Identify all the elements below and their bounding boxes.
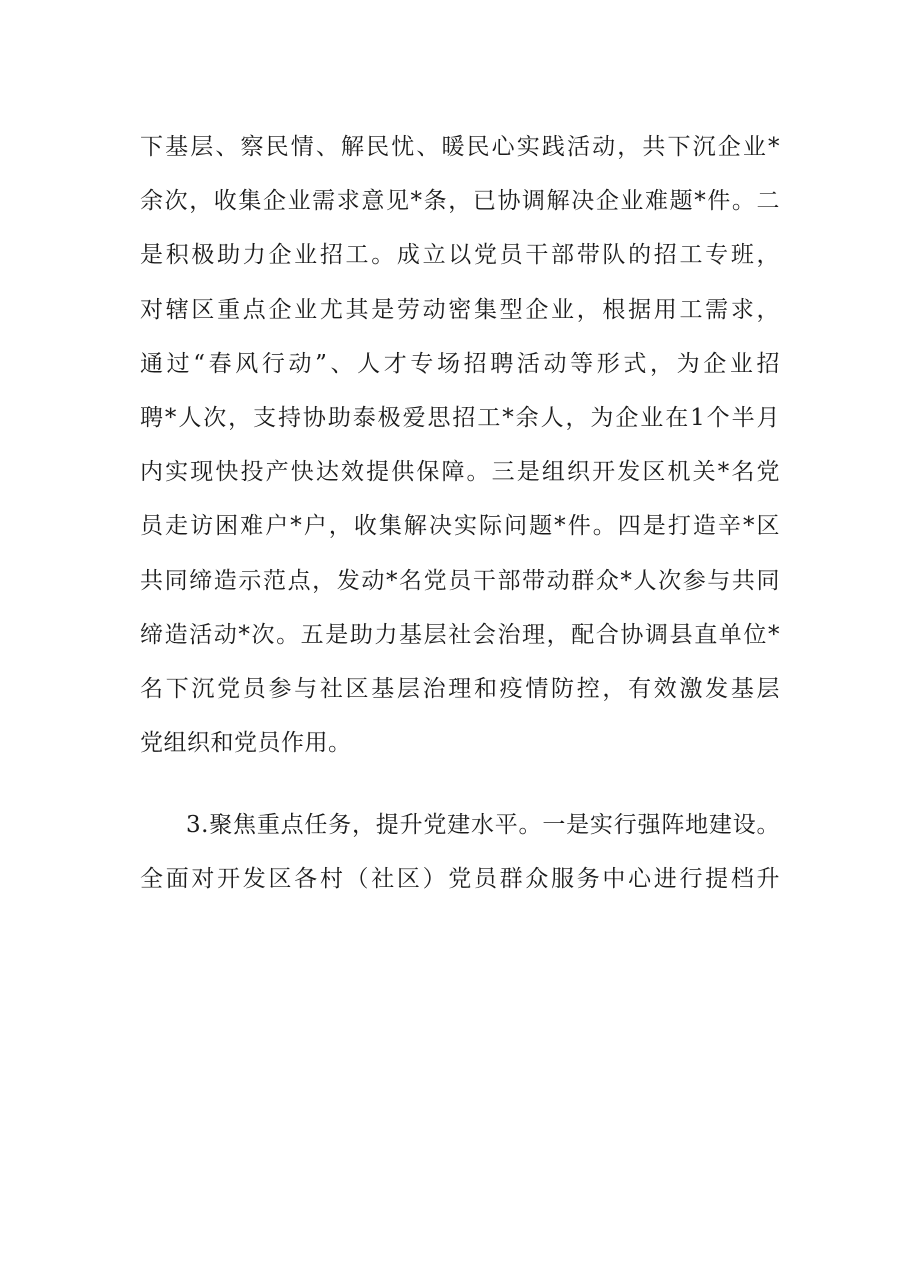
paragraph-line: 内实现快投产快达效提供保障。三是组织开发区机关*名党 <box>140 459 780 486</box>
paragraph-line: 员走访困难户*户，收集解决实际问题*件。四是打造辛*区 <box>140 513 780 540</box>
paragraph-line: 全面对开发区各村（社区）党员群众服务中心进行提档升 <box>140 866 780 893</box>
paragraph-line: 聘*人次，支持协助泰极爱思招工*余人，为企业在1个半月 <box>140 404 780 431</box>
paragraph-line: 名下沉党员参与社区基层治理和疫情防控，有效激发基层 <box>140 675 780 702</box>
paragraph-line: 下基层、察民情、解民忧、暖民心实践活动，共下沉企业* <box>140 134 780 160</box>
paragraph-gap <box>140 770 780 798</box>
paragraph-line: 对辖区重点企业尤其是劳动密集型企业，根据用工需求， <box>140 296 780 323</box>
paragraph-line: 是积极助力企业招工。成立以党员干部带队的招工专班， <box>140 242 780 269</box>
paragraph-line: 余次，收集企业需求意见*条，已协调解决企业难题*件。二 <box>140 188 780 215</box>
body-text <box>140 120 780 907</box>
paragraph-line: 通过“春风行动”、人才专场招聘活动等形式，为企业招 <box>140 350 780 377</box>
paragraph-line: 缔造活动*次。五是助力基层社会治理，配合协调县直单位* <box>140 621 780 648</box>
section-heading-line: 3.聚焦重点任务，提升党建水平。一是实行强阵地建设。 <box>186 812 780 839</box>
paragraph-line: 共同缔造示范点，发动*名党员干部带动群众*人次参与共同 <box>140 567 780 594</box>
paragraph-line: 党组织和党员作用。 <box>140 730 352 757</box>
